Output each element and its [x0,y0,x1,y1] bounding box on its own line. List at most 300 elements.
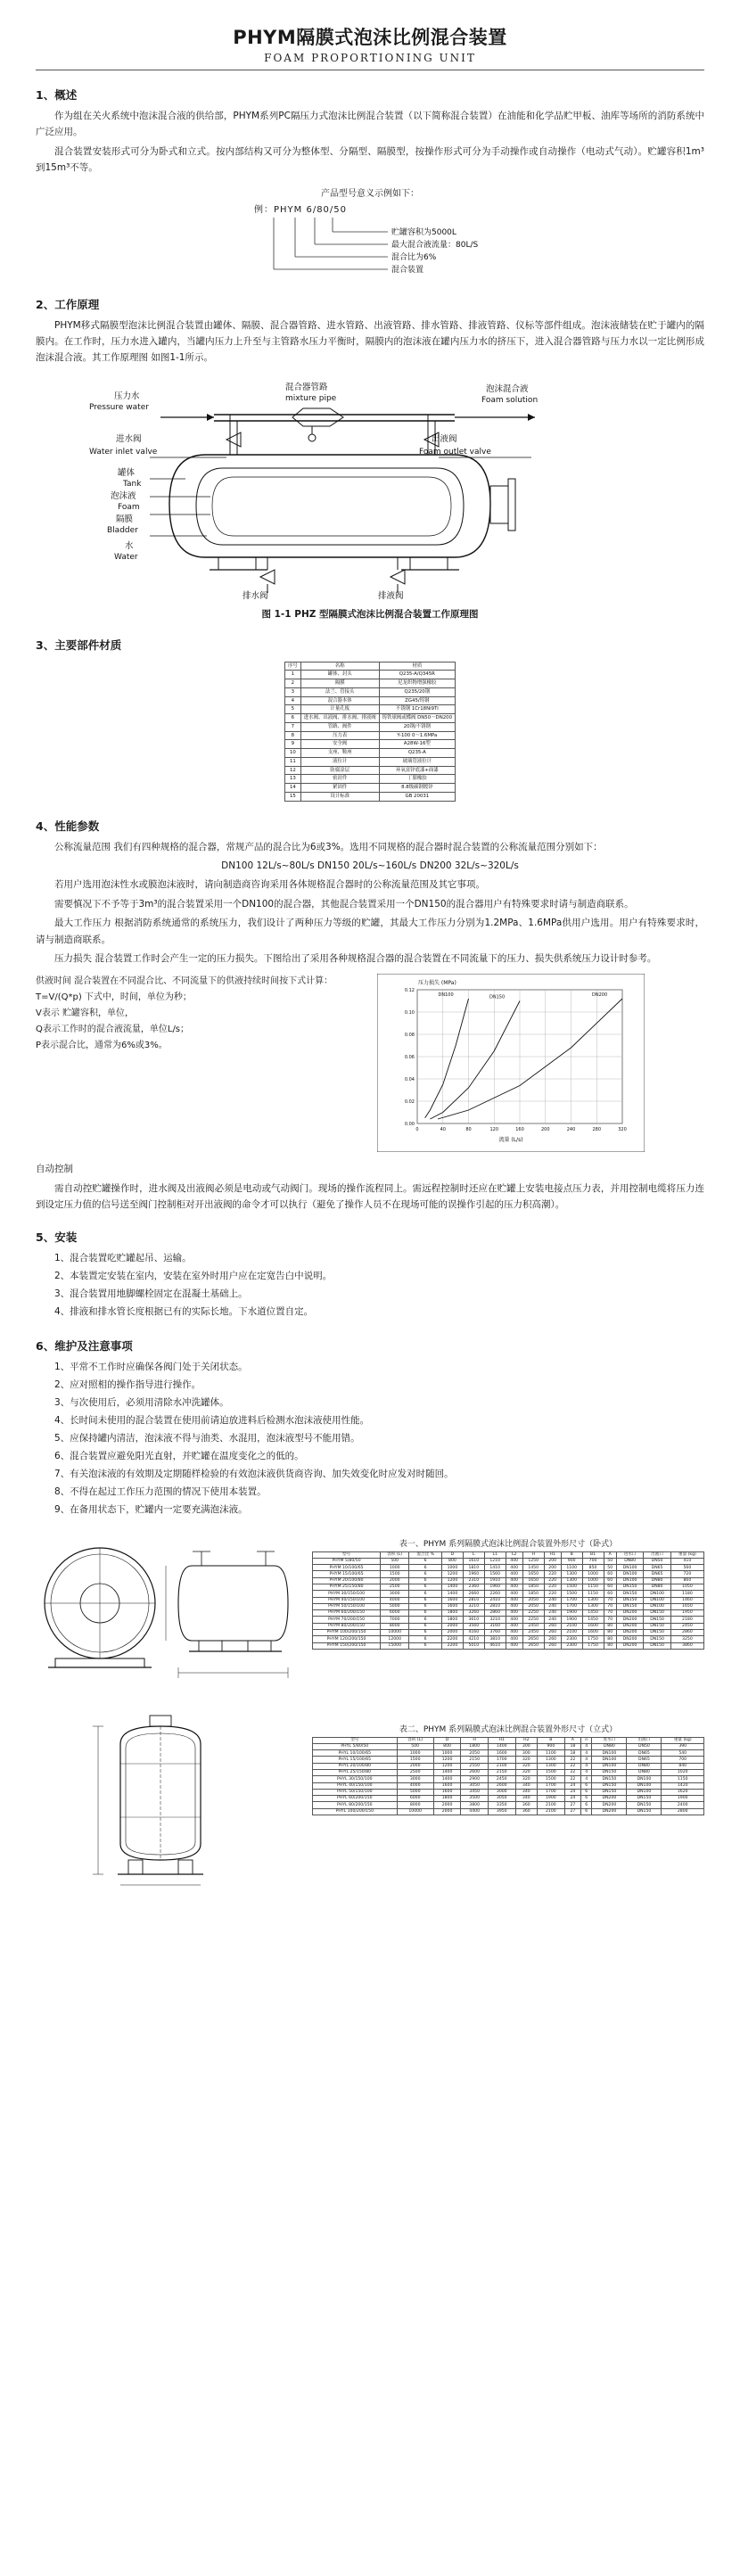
maintenance-item-6: 7、有关泡沫液的有效期及定期随样检验的有效泡沫液供货商咨询、加失效变化时应发对时随回。 [54,1468,454,1479]
svg-text:Foam outlet valve: Foam outlet valve [419,447,491,457]
table-cell: DN65 [644,1565,670,1571]
table-cell: 4000 [397,1782,433,1789]
table-cell: DN100 [627,1776,662,1782]
table-cell: 4 [284,696,300,705]
material-table-header-row [284,662,455,671]
table-cell: 8000 [381,1623,409,1629]
table-row [313,1769,704,1775]
table-cell: PHYM 25/150/80 [313,1584,381,1590]
model-code-leader-lines [254,218,486,280]
table-cell: 1 [284,671,300,679]
table-row [313,1584,704,1590]
table-cell: 70 [604,1610,616,1617]
table-cell: 2410 [484,1597,506,1603]
table-cell: 260 [544,1629,561,1635]
table-cell: 1450 [582,1610,604,1617]
column-header-0: 型号 [313,1737,398,1743]
table-cell: 10 [284,749,300,758]
column-header-5: H2 [515,1737,538,1743]
table-cell: 18 [564,1743,580,1749]
table-cell: DN150 [592,1782,627,1789]
table-cell: 6 [581,1802,592,1808]
principle-paragraph-1: PHYM移式隔膜型泡沫比例混合装置由罐体、隔膜、混合器管路、进水管路、出液管路、排水管路、排液管路、仪标等部件组成。泡沫液储装在贮于罐内的隔膜内。在工作时，压力水进入罐内，当罐内压力上升至与主管路水压力平衡时，隔膜内的泡沫液在罐内压力水的挤压下，进入混合器管路与压力水以一定比例形成泡沫混合液。其工作原理图 如图1-1所示。 [36,319,704,364]
table-cell: 不锈钢 1Cr18Ni9Ti [379,705,455,714]
table-cell: 1410 [484,1565,506,1571]
table-cell: 1700 [538,1782,565,1789]
table-cell: 2250 [522,1610,544,1617]
table-cell: 2450 [522,1623,544,1629]
table-cell: 6 [409,1584,442,1590]
table-cell: 法兰、管接头 [300,687,379,696]
table-cell: 4210 [463,1636,484,1642]
table-cell: DN80 [644,1577,670,1584]
table-cell: 1900 [538,1796,565,1802]
column-header-11: A [604,1551,616,1558]
vertical-drawing-svg [36,1710,299,1889]
table-cell: 1000 [433,1750,461,1757]
table-cell: 1210 [484,1558,506,1564]
table-cell: PHYM 50/150/100 [313,1603,381,1609]
table-cell: 1200 [442,1577,464,1584]
maintenance-item-7: 8、不得在起过工作压力范围的情况下使用本装置。 [54,1486,267,1497]
table-cell: 6 [581,1808,592,1815]
table-row [313,1597,704,1603]
column-header-2: D [433,1737,461,1743]
column-header-2: 材质 [379,662,455,671]
table-cell: 1000 [442,1565,464,1571]
table-cell: 4160 [463,1629,484,1635]
table-cell: 6 [409,1642,442,1649]
table-cell: DN80 [627,1763,662,1769]
table-cell: 5000 [381,1603,409,1609]
table-cell: 1600 [442,1597,464,1603]
table-cell: 1300 [538,1763,565,1769]
table-cell: 3350 [488,1802,515,1808]
column-header-8: H1 [544,1551,561,1558]
perf-paragraph-2: DN100 12L/s~80L/s DN150 20L/s~160L/s DN200 32L/s~320L/s [221,860,519,871]
table-cell: 260 [544,1623,561,1629]
column-header-6: L2 [506,1551,522,1558]
section-heading-maintenance: 6、维护及注意事项 [36,1339,133,1354]
table-cell: 560 [670,1565,703,1571]
svg-text:0: 0 [415,1127,419,1133]
column-header-9: B [561,1551,582,1558]
table-cell: 安全阀 [300,740,379,749]
svg-text:0.06: 0.06 [404,1055,415,1061]
table-cell: 1500 [538,1769,565,1775]
table-cell: 4 [581,1743,592,1749]
table-cell: 1810 [463,1565,484,1571]
svg-text:混合器管路: 混合器管路 [285,382,328,392]
table-cell: 800 [442,1558,464,1564]
dim1-header-row [313,1551,704,1558]
model-note-3: 混合装置 [391,265,424,275]
table-cell: 6 [409,1617,442,1623]
table-cell: 15000 [381,1642,409,1649]
table-cell: 6 [409,1629,442,1635]
table-cell: 计量孔板 [300,705,379,714]
table-cell: DN200 [592,1808,627,1815]
table-cell: 3950 [488,1808,515,1815]
table-cell: 密封件 [300,775,379,784]
table-cell: 320 [515,1776,538,1782]
horizontal-drawing-svg [36,1525,299,1694]
table-row [313,1808,704,1815]
table-cell: 70 [604,1617,616,1623]
model-code-title: 产品型号意义示例如下： [321,188,419,199]
table-cell: 80 [604,1642,616,1649]
table-cell: 2100 [561,1623,582,1629]
table-cell: 4 [581,1750,592,1757]
table-cell: PHYL 15/100/65 [313,1757,398,1763]
table-cell: 3000 [397,1776,433,1782]
svg-text:320: 320 [618,1127,627,1133]
table-cell: 2810 [484,1603,506,1609]
table-cell: 200 [544,1558,561,1564]
table-cell: 4400 [461,1808,489,1815]
table-cell: 1400 [433,1776,461,1782]
perf-paragraph-4: 需要慎况下不予等于3m³的混合装置采用一个DN100的混合器，其他混合装置采用一个DN150的混合器用户有特殊要求时请与制造商联系。 [54,898,634,909]
table-cell: 1200 [442,1571,464,1577]
chart-series-label-DN150: DN150 [489,994,506,1000]
maintenance-item-5: 6、混合装置应避免阳光直射，并贮罐在温度变化之的低的。 [54,1450,304,1461]
model-note-1: 最大混合液流量：80L/S [391,240,479,250]
svg-text:120: 120 [489,1127,499,1133]
table-cell: 1420 [662,1782,704,1789]
column-header-1: 容积 (L) [397,1737,433,1743]
table-cell: 2650 [522,1642,544,1649]
table-cell: 320 [515,1757,538,1763]
table-cell: 2250 [522,1617,544,1623]
table-cell: 1600 [488,1750,515,1757]
column-header-0: 型号 [313,1551,381,1558]
table-cell: DN50 [627,1743,662,1749]
table-cell: 400 [506,1597,522,1603]
table-cell: DN150 [616,1584,643,1590]
chart-xlabel: 流量 (L/s) [498,1137,523,1144]
table-cell: 80 [604,1623,616,1629]
table-cell: 1100 [538,1750,565,1757]
table-row [313,1636,704,1642]
table-cell: 9 [284,740,300,749]
table-cell: DN150 [644,1642,670,1649]
table-row [284,687,455,696]
table-cell: 1800 [433,1796,461,1802]
table-cell: 320 [515,1769,538,1775]
table-cell: PHYM 150/200/150 [313,1642,381,1649]
table-cell: 支座、鞍座 [300,749,379,758]
table-cell: 80 [604,1636,616,1642]
table-cell: 6 [409,1597,442,1603]
table-cell: 1000 [397,1750,433,1757]
table-cell: 1700 [488,1757,515,1763]
table-row [313,1757,704,1763]
perf-paragraph-6: 压力损失 混合装置工作时会产生一定的压力损失。下图给出了采用各种规格混合器的混合装置在不同流量下的压力、损失供系统压力设计时参考。 [54,952,657,964]
table-cell: 2200 [442,1636,464,1642]
table-cell: 400 [506,1617,522,1623]
table-cell: 6 [409,1623,442,1629]
table-row [313,1610,704,1617]
table-cell: PHYM 70/200/150 [313,1617,381,1623]
table-cell: DN80 [627,1769,662,1775]
table-cell: 340 [515,1796,538,1802]
table-cell: PHYM 15/100/65 [313,1571,381,1577]
figure-caption: 图 1-1 PHZ 型隔膜式泡沫比例混合装置工作原理图 [261,608,479,620]
table-cell: DN100 [627,1789,662,1795]
table-cell: 4610 [484,1642,506,1649]
table-cell: 1450 [522,1565,544,1571]
table-cell: DN150 [592,1769,627,1775]
table-row [313,1629,704,1635]
perf-paragraph-1: 公称流量范围 我们有四种规格的混合器，常规产品的混合比为6或3%。选用不同规格的混合器时混合装置的公称流量范围分别如下： [54,841,603,852]
table-cell: DN50 [644,1558,670,1564]
table-cell: 2450 [522,1629,544,1635]
column-header-1: 容积 (L) [381,1551,409,1558]
maintenance-item-8: 9、在备用状态下，贮罐内一定要充满泡沫液。 [54,1503,248,1515]
table-cell: 1750 [582,1636,604,1642]
table-cell: 管路、阀件 [300,722,379,731]
table-cell: Q235-A [379,749,455,758]
table-cell: 12 [284,766,300,775]
table-cell: Q235/20钢 [379,687,455,696]
table-cell: 6 [409,1577,442,1584]
table-cell: PHYL 25/150/80 [313,1769,398,1775]
table-cell: 2050 [522,1603,544,1609]
svg-text:Water: Water [114,552,138,562]
table-cell: 2450 [670,1623,703,1629]
table-row [313,1577,704,1584]
model-note-2: 混合比为6% [391,252,437,262]
table-cell: PHYM 100/200/150 [313,1629,381,1635]
table-cell: DN150 [644,1610,670,1617]
table-cell: DN80 [644,1584,670,1590]
svg-text:80: 80 [465,1127,472,1133]
table-cell: 50 [604,1558,616,1564]
table-cell: 3160 [484,1623,506,1629]
table-cell: A28W-16型 [379,740,455,749]
table-cell: 环氧富锌底漆+面漆 [379,766,455,775]
table-cell: 300 [515,1743,538,1749]
table-cell: 2500 [397,1769,433,1775]
table-cell: 3800 [461,1802,489,1808]
table-cell: 2600 [461,1769,489,1775]
table-cell: 2260 [484,1591,506,1597]
table-cell: 400 [506,1623,522,1629]
maintenance-item-0: 1、平常不工作时应确保各阀门处于关闭状态。 [54,1362,248,1373]
table-cell: 2550 [461,1763,489,1769]
table-cell: 3560 [463,1623,484,1629]
table-cell: 1150 [662,1776,704,1782]
dim-table-2-caption: 表二、PHYM 系列隔膜式泡沫比例混合装置外形尺寸（立式） [399,1724,618,1734]
overview-paragraph-2: 混合装置安装形式可分为卧式和立式。按内部结构又可分为整体型、分隔型、隔膜型，按操作形式可分为手动操作或自动操作（电动式气动）。贮罐容积1m³到15m³不等。 [36,145,704,174]
table-cell: 220 [544,1584,561,1590]
table-cell: PHYL 5/80/50 [313,1743,398,1749]
table-cell: DN150 [592,1789,627,1795]
table-cell: 360 [515,1802,538,1808]
table-cell: DN65 [644,1571,670,1577]
table-cell: 22 [564,1763,580,1769]
table-cell: 3450 [461,1789,489,1795]
table-cell: PHYM 80/200/150 [313,1623,381,1629]
table-row [284,722,455,731]
table-cell: DN200 [616,1617,643,1623]
table-cell: 500 [397,1743,433,1749]
table-cell: 800 [433,1743,461,1749]
column-header-9: 进水口 [592,1737,627,1743]
table-cell: 2100 [538,1808,565,1815]
table-cell: PHYL 40/150/100 [313,1782,398,1789]
table-cell: 3250 [670,1636,703,1642]
table-cell: 1300 [561,1571,582,1577]
table-cell: 2100 [538,1802,565,1808]
table-cell: 1500 [561,1591,582,1597]
table-cell: 27 [564,1808,580,1815]
table-cell: 丁腈橡胶 [379,775,455,784]
svg-text:泡沫混合液: 泡沫混合液 [486,383,529,394]
table-cell: 3760 [484,1629,506,1635]
section-heading-materials: 3、主要部件材质 [36,638,122,652]
column-header-2: 混合比 % [409,1551,442,1558]
table-cell: 1700 [561,1597,582,1603]
maintenance-item-3: 4、长时间未使用的混合装置在使用前请迫放进料后检测水泡沫液使用性能。 [54,1414,370,1426]
column-header-4: L [463,1551,484,1558]
table-cell: 1900 [561,1610,582,1617]
horizontal-unit-drawing [36,1525,303,1694]
column-header-0: 序号 [284,662,300,671]
svg-text:罐体: 罐体 [118,467,136,478]
column-header-6: B [538,1737,565,1743]
table-cell: PHYM 40/150/100 [313,1597,381,1603]
column-header-7: H [522,1551,544,1558]
table-cell: 1600 [433,1789,461,1795]
table-cell: 700 [582,1558,604,1564]
table-cell: 10000 [397,1808,433,1815]
supply-time-line-3: V表示 贮罐容积，单位， [36,1008,135,1019]
table-cell: 1300 [538,1757,565,1763]
table-cell: 7 [284,722,300,731]
table-cell: 1250 [522,1558,544,1564]
table-row [313,1565,704,1571]
column-header-13: 出液口 [644,1551,670,1558]
table-cell: 1400 [442,1591,464,1597]
table-cell: PHYL 10/100/65 [313,1750,398,1757]
table-cell: 4000 [381,1597,409,1603]
chart-ylabel: 压力损失 (MPa) [418,980,456,987]
table-cell: 900 [538,1743,565,1749]
table-row [284,775,455,784]
table-cell: Y-100 0～1.6MPa [379,731,455,740]
column-header-8: n [581,1737,592,1743]
table-cell: 2000 [397,1763,433,1769]
table-cell: 1050 [670,1584,703,1590]
svg-text:0.10: 0.10 [404,1010,415,1016]
svg-text:40: 40 [440,1127,446,1133]
table-cell: 2150 [488,1769,515,1775]
model-code-diagram [36,187,704,280]
table-cell: 1600 [442,1603,464,1609]
section-heading-principle: 2、工作原理 [36,297,100,311]
table-cell: 3210 [484,1617,506,1623]
table-cell: DN200 [616,1642,643,1649]
table-cell: 6 [409,1636,442,1642]
table-cell: DN100 [592,1763,627,1769]
svg-text:Foam solution: Foam solution [481,395,539,405]
table-cell: DN65 [627,1757,662,1763]
table-cell: DN150 [592,1776,627,1782]
table-cell: 410 [670,1558,703,1564]
table-cell: 1500 [397,1757,433,1763]
table-cell: 2000 [433,1802,461,1808]
table-cell: 2300 [561,1636,582,1642]
table-cell: 2600 [488,1782,515,1789]
chart-series-label-DN200: DN200 [592,992,608,999]
principle-figure [36,379,704,621]
section-heading-performance: 4、性能参数 [36,819,100,833]
table-cell: ZG45/铸钢 [379,696,455,705]
table-cell: 200 [544,1565,561,1571]
table-cell: 6 [409,1558,442,1564]
model-note-0: 贮罐容积为5000L [391,227,456,237]
page-subtitle: FOAM PROPORTIONING UNIT [264,52,476,64]
table-cell: 1650 [670,1603,703,1609]
installation-list [36,1250,704,1321]
table-cell: 3860 [670,1642,703,1649]
table-cell: DN100 [616,1571,643,1577]
table-cell: 1300 [582,1597,604,1603]
table-row [313,1776,704,1782]
table-cell: DN150 [627,1802,662,1808]
table-row [284,679,455,688]
table-cell: DN150 [616,1603,643,1609]
table-cell: 2360 [463,1584,484,1590]
table-cell: 3210 [463,1603,484,1609]
table-cell: 混合器本体 [300,696,379,705]
svg-text:0.12: 0.12 [404,988,415,994]
table-cell: 1960 [484,1584,506,1590]
table-cell: PHYM 5/80/50 [313,1558,381,1564]
table-cell: 隔膜 [300,679,379,688]
table-cell: 240 [544,1603,561,1609]
svg-text:0.00: 0.00 [404,1122,415,1128]
table-cell: 220 [544,1591,561,1597]
table-cell: 2150 [461,1757,489,1763]
table-cell: 2310 [463,1577,484,1584]
table-cell: 设计标准 [300,792,379,801]
table-cell: 1900 [561,1617,582,1623]
table-cell: 1600 [582,1623,604,1629]
table-cell: 6 [409,1571,442,1577]
table-cell: 1400 [442,1584,464,1590]
table-cell: DN150 [644,1623,670,1629]
table-cell: 400 [506,1629,522,1635]
svg-text:Tank: Tank [123,479,142,489]
table-row [313,1642,704,1649]
table-cell: 6 [409,1565,442,1571]
table-cell: 铸铁球阀或蝶阀 DN50～DN200 [379,714,455,723]
table-cell: DN100 [592,1750,627,1757]
table-cell: 360 [515,1808,538,1815]
table-cell: 1000 [381,1565,409,1571]
table-row [313,1623,704,1629]
table-cell: 860 [670,1577,703,1584]
table-cell: 1850 [522,1584,544,1590]
table-cell: DN200 [616,1610,643,1617]
svg-text:0.02: 0.02 [404,1099,415,1106]
svg-text:排水阀: 排水阀 [243,590,268,601]
table-cell: 60 [604,1591,616,1597]
table-cell: 10000 [381,1629,409,1635]
table-row [313,1617,704,1623]
